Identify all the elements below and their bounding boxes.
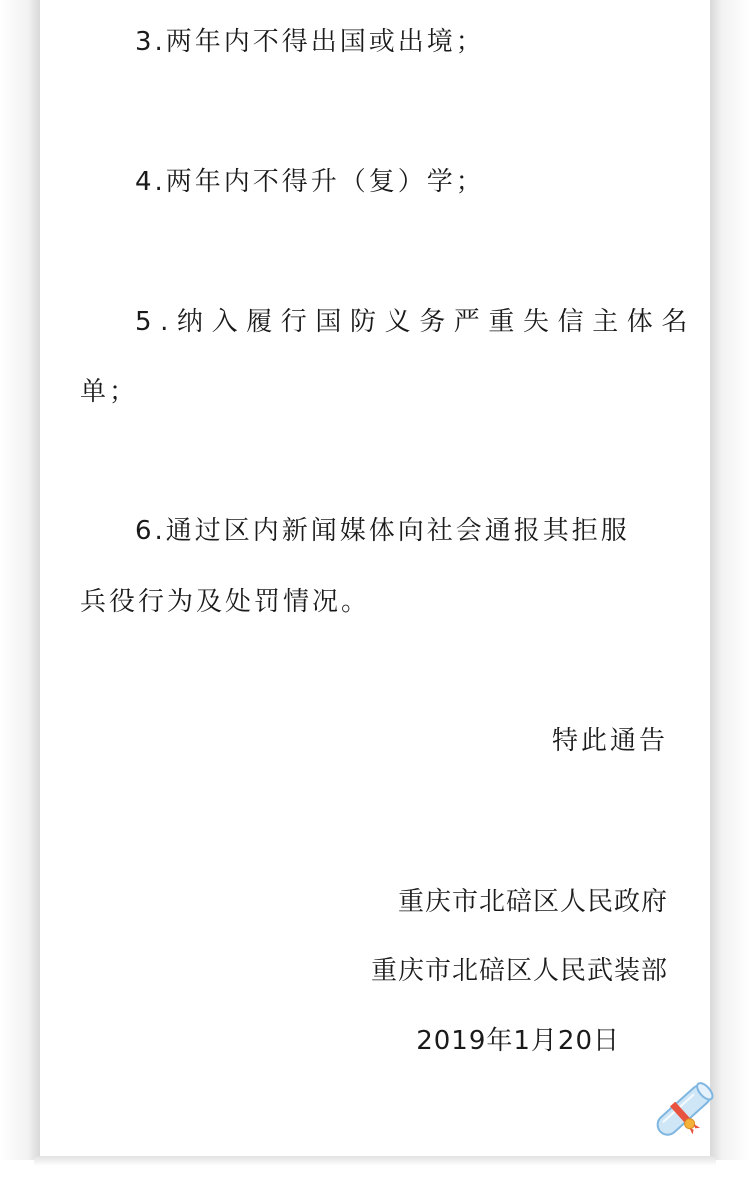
scroll-icon <box>646 1072 722 1148</box>
page-shadow-right <box>710 0 750 1160</box>
item-5-line-2: 单； <box>80 377 139 407</box>
closing-statement: 特此通告 <box>551 726 668 756</box>
item-3: 3.两年内不得出国或出境； <box>135 27 485 57</box>
item-6-line-2: 兵役行为及处罚情况。 <box>80 587 371 617</box>
signature-armed-forces: 重庆市北碚区人民武装部 <box>370 956 668 986</box>
page-bottom-shadow <box>34 1156 716 1166</box>
page-shadow-left <box>0 0 40 1160</box>
item-6-line-1: 6.通过区内新闻媒体向社会通报其拒服 <box>135 516 630 546</box>
item-5-line-1: 5.纳入履行国防义务严重失信主体名 <box>135 307 697 337</box>
signature-date: 2019年1月20日 <box>416 1026 620 1056</box>
signature-government: 重庆市北碚区人民政府 <box>397 887 668 917</box>
item-4: 4.两年内不得升（复）学； <box>135 167 485 197</box>
